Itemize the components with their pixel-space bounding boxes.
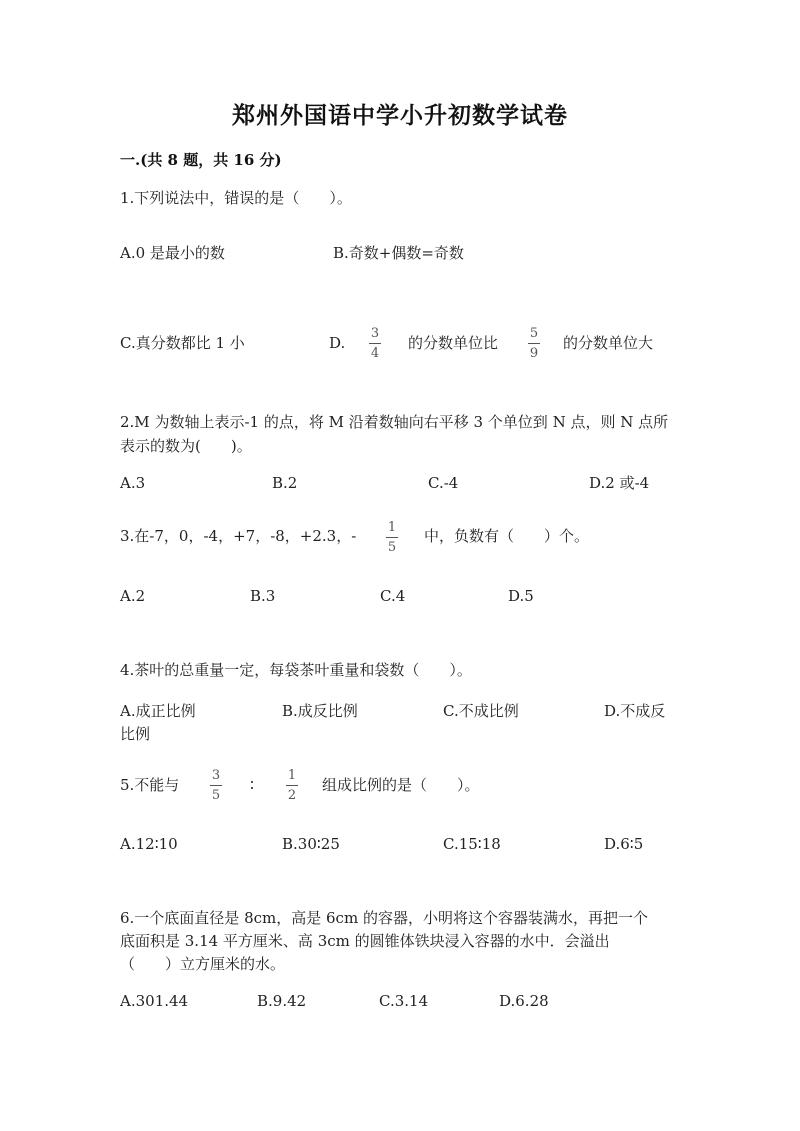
fraction-bar [210,785,222,786]
question-6-option-b: B.9.42 [257,992,307,1010]
fraction-bar [369,343,381,344]
question-2-option-b: B.2 [272,474,298,492]
question-3-text-prefix: 3.在-7，0，-4，+7，-8，+2.3，- [120,527,357,545]
question-5-option-a: A.12∶10 [120,835,178,853]
question-1-option-b: B.奇数+偶数=奇数 [333,244,464,262]
question-6-option-a: A.301.44 [120,992,189,1010]
fraction-bar [386,537,398,538]
question-4-option-c: C.不成比例 [443,702,519,720]
section-heading: 一.(共 8 题，共 16 分) [120,151,282,169]
question-1-option-d-label: D. [329,334,346,352]
fraction-1-5 [386,520,398,555]
fraction-numerator: 3 [211,768,221,783]
question-6-option-d: D.6.28 [499,992,549,1010]
question-5-text-suffix: 组成比例的是（ ）。 [322,776,480,794]
question-4-option-b: B.成反比例 [282,702,358,720]
page-title: 郑州外国语中学小升初数学试卷 [232,102,568,129]
question-1-option-c: C.真分数都比 1 小 [120,334,245,352]
question-5-option-c: C.15∶18 [443,835,501,853]
question-3-text-suffix: 中，负数有（ ）个。 [424,527,590,545]
question-3-option-c: C.4 [380,587,406,605]
question-1-option-d-middle: 的分数单位比 [408,334,499,352]
ratio-colon: ∶ [250,776,254,794]
fraction-1-2 [286,768,298,803]
question-6-line-3: （ ）立方厘米的水。 [120,955,286,973]
question-2-option-c: C.-4 [428,474,459,492]
question-1-text: 1.下列说法中，错误的是（ ）。 [120,189,352,207]
question-6-line-1: 6.一个底面直径是 8cm，高是 6cm 的容器，小明将这个容器装满水，再把一个 [120,909,648,927]
question-1-option-d-suffix: 的分数单位大 [563,334,654,352]
fraction-3-5 [210,768,222,803]
question-2-option-d: D.2 或-4 [589,474,650,492]
fraction-numerator: 1 [387,520,397,535]
fraction-denominator: 4 [370,346,380,361]
question-6-option-c: C.3.14 [379,992,429,1010]
question-5-option-b: B.30∶25 [282,835,340,853]
question-3-option-d: D.5 [508,587,534,605]
question-5-option-d: D.6∶5 [604,835,644,853]
question-4-option-d-continued: 比例 [120,725,151,743]
question-4-text: 4.茶叶的总重量一定，每袋茶叶重量和袋数（ ）。 [120,661,472,679]
fraction-denominator: 9 [529,346,539,361]
fraction-numerator: 1 [287,768,297,783]
question-6-line-2: 底面积是 3.14 平方厘米、高 3cm 的圆锥体铁块浸入容器的水中．会溢出 [120,932,610,950]
fraction-numerator: 5 [529,326,539,341]
fraction-3-4 [369,326,381,361]
question-2-option-a: A.3 [120,474,146,492]
question-2-line-2: 表示的数为( )。 [120,437,252,455]
question-2-line-1: 2.M 为数轴上表示-1 的点，将 M 沿着数轴向右平移 3 个单位到 N 点，则 N 点所 [120,413,669,431]
fraction-bar [528,343,540,344]
fraction-denominator: 2 [287,788,297,803]
fraction-bar [286,785,298,786]
question-5-text-prefix: 5.不能与 [120,776,180,794]
question-4-option-a: A.成正比例 [120,702,196,720]
question-1-option-a: A.0 是最小的数 [120,244,225,262]
question-3-option-b: B.3 [250,587,276,605]
fraction-denominator: 5 [387,540,397,555]
fraction-5-9 [528,326,540,361]
fraction-numerator: 3 [370,326,380,341]
fraction-denominator: 5 [211,788,221,803]
question-4-option-d: D.不成反 [604,702,666,720]
question-3-option-a: A.2 [120,587,146,605]
